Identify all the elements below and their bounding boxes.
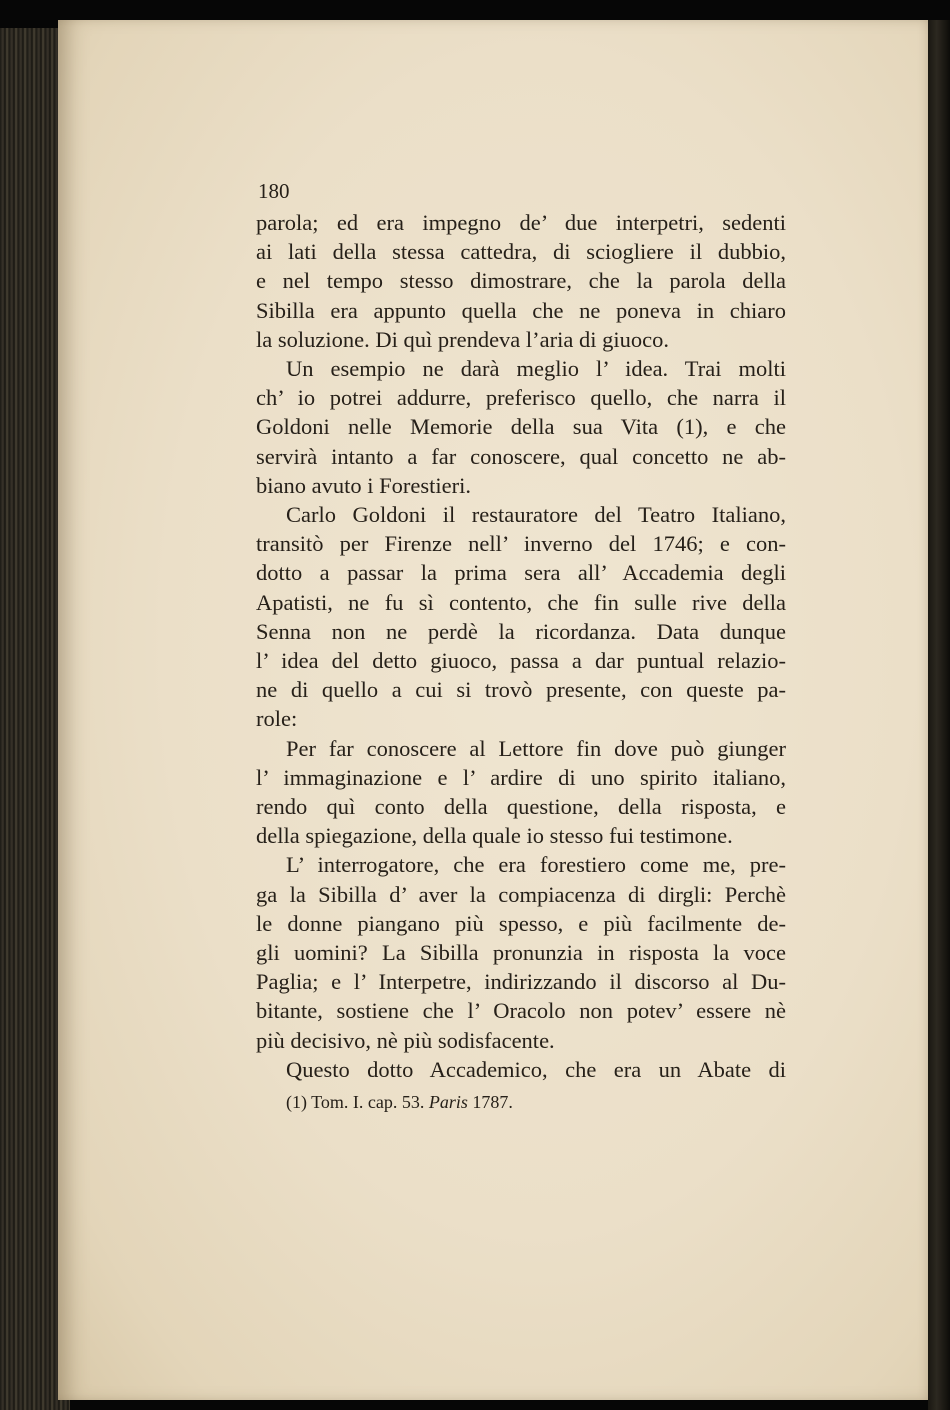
text-line: Apatisti, ne fu sì contento, che fin sulle rive della	[256, 589, 786, 615]
footnote-reference: (1) Tom. I. cap. 53.	[286, 1092, 425, 1112]
text-line: gli uomini? La Sibilla pronunzia in risposta la voce	[256, 940, 786, 966]
text-line: Per far conoscere al Lettore fin dove può giunger	[286, 735, 786, 761]
text-line: Un esempio ne darà meglio l’ idea. Trai molti	[286, 356, 786, 382]
text-line: Sibilla era appunto quella che ne poneva in chiaro	[256, 297, 786, 323]
text-line: L’ interrogatore, che era forestiero come me, pre-	[286, 852, 786, 878]
paragraph-4	[256, 734, 786, 851]
text-line: la soluzione. Di quì prendeva l’aria di giuoco.	[256, 326, 669, 352]
text-line: biano avuto i Forestieri.	[256, 472, 471, 498]
text-line: l’ immaginazione e l’ ardire di uno spirito italiano,	[256, 764, 786, 790]
text-line: Paglia; e l’ Interpetre, indirizzando il discorso al Du-	[256, 969, 786, 995]
text-line: ch’ io potrei addurre, preferisco quello, che narra il	[256, 385, 786, 411]
text-line: le donne piangano più spesso, e più facilmente de-	[256, 910, 786, 936]
text-line: e nel tempo stesso dimostrare, che la parola della	[256, 268, 786, 294]
text-line: della spiegazione, della quale io stesso fui testimone.	[256, 823, 733, 849]
paragraph-1	[256, 208, 786, 354]
text-line: rendo quì conto della questione, della risposta, e	[256, 794, 786, 820]
text-line: bitante, sostiene che l’ Oracolo non potev’ essere nè	[256, 998, 786, 1024]
footnote-year: 1787.	[472, 1092, 513, 1112]
text-line: role:	[256, 706, 298, 732]
text-line: Questo dotto Accademico, che era un Abate di	[286, 1056, 786, 1082]
paragraph-5	[256, 850, 786, 1054]
text-line: più decisivo, nè più sodisfacente.	[256, 1027, 555, 1053]
text-line: parola; ed era impegno de’ due interpetri, sedenti	[256, 210, 786, 235]
text-line: transitò per Firenze nell’ inverno del 1746; e con-	[256, 531, 786, 557]
page-number: 180	[258, 179, 290, 203]
text-line: Carlo Goldoni il restauratore del Teatro Italiano,	[286, 502, 786, 528]
paragraph-3	[256, 500, 786, 734]
text-line: Senna non ne perdè la ricordanza. Data dunque	[256, 618, 786, 644]
paragraph-6	[256, 1055, 786, 1084]
text-line: ne di quello a cui si trovò presente, con queste pa-	[256, 677, 786, 703]
text-line: ai lati della stessa cattedra, di sciogliere il dubbio,	[256, 239, 786, 265]
text-line: servirà intanto a far conoscere, qual concetto ne ab-	[256, 443, 786, 469]
paragraph-2	[256, 354, 786, 500]
right-page-edge	[928, 20, 950, 1410]
text-line: ga la Sibilla d’ aver la compiacenza di dirgli: Perchè	[256, 881, 786, 907]
text-line: dotto a passar la prima sera all’ Accademia degli	[256, 560, 786, 586]
text-line: Goldoni nelle Memorie della sua Vita (1), e che	[256, 414, 786, 440]
footnote	[286, 1092, 786, 1113]
text-line: l’ idea del detto giuoco, passa a dar puntual relazio-	[256, 648, 786, 674]
text-block	[256, 176, 786, 1084]
footnote-place: Paris	[428, 1092, 468, 1112]
